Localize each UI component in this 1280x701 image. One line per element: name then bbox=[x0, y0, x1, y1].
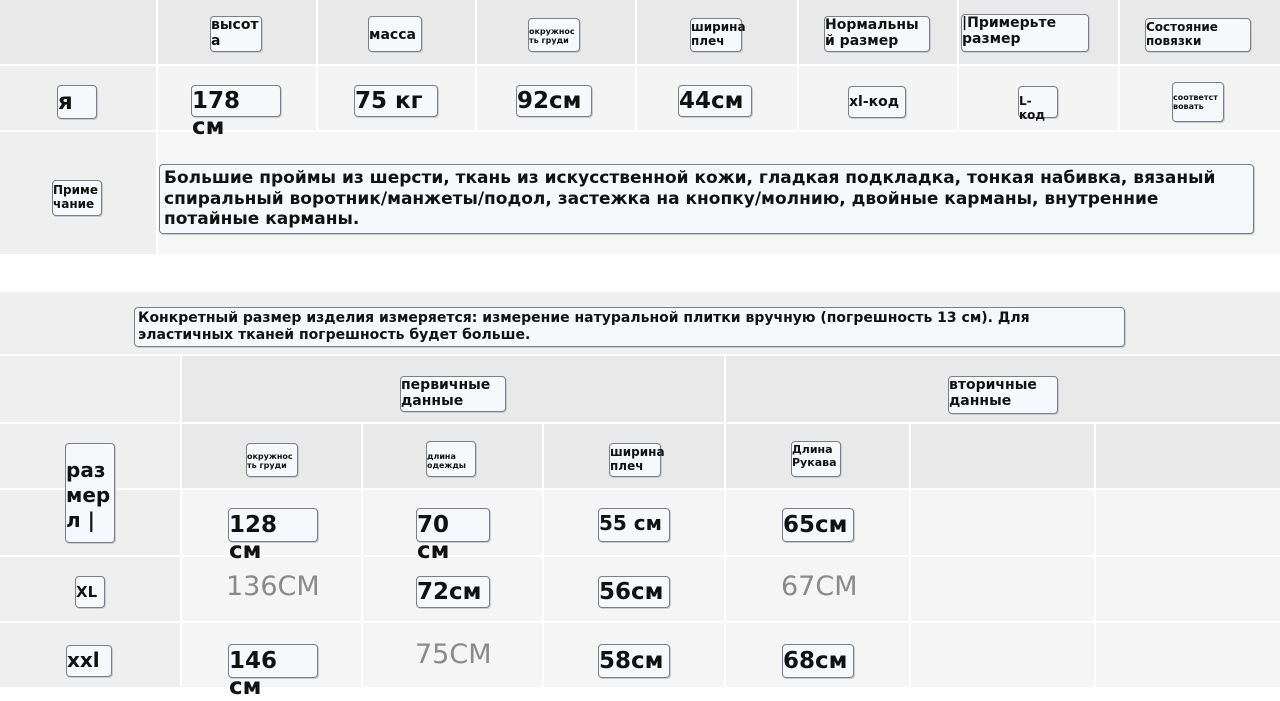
column-header-chest: окружнос ть груди bbox=[246, 443, 298, 477]
value-shoulder: 44см bbox=[678, 85, 752, 117]
value-height: 178 см bbox=[191, 85, 281, 117]
size-row-value: 67CM bbox=[781, 571, 858, 602]
row-label-me: я bbox=[57, 85, 97, 119]
size-header: раз мер л | bbox=[65, 443, 115, 543]
size-row-value: 128 см bbox=[228, 508, 318, 542]
size-row-value: 55 см bbox=[598, 508, 670, 542]
column-header-cell bbox=[911, 424, 1094, 488]
size-row-value: 65см bbox=[782, 508, 854, 542]
header-chest: окружнос ть груди bbox=[528, 18, 580, 52]
size-row-value: 75CM bbox=[415, 639, 492, 670]
header-height: высот а bbox=[210, 16, 262, 52]
size-row-value: 58см bbox=[598, 644, 670, 678]
divider bbox=[724, 490, 726, 687]
size-row-value: 146 см bbox=[228, 644, 318, 678]
group-header-primary: первичные данные bbox=[400, 376, 506, 412]
size-row-value: 70 см bbox=[416, 508, 490, 542]
measurement-note: Конкретный размер изделия измеряется: измерение натуральной плитки вручную (погрешность 13 см). Для эластичных тканей погрешность будет больше. bbox=[134, 307, 1125, 347]
size-row-bg bbox=[182, 557, 1280, 621]
size-row-value: 72см bbox=[416, 576, 490, 608]
size-row-value: 136CM bbox=[226, 571, 320, 602]
size-row-bg bbox=[182, 623, 1280, 687]
divider bbox=[361, 490, 363, 687]
value-try-size: L-код bbox=[1018, 86, 1058, 118]
value-normal-size: xl-код bbox=[848, 86, 906, 118]
top-corner-cell bbox=[0, 0, 156, 64]
value-weight: 75 кг bbox=[354, 85, 438, 117]
size-row-bg bbox=[182, 490, 1280, 555]
column-header-sleeve: Длина Рукава bbox=[791, 441, 841, 477]
size-corner-cell bbox=[0, 356, 180, 422]
size-row-value: 56см bbox=[598, 576, 670, 608]
column-header-length: длина одежды bbox=[426, 441, 476, 477]
divider bbox=[1094, 490, 1096, 687]
size-row-value: 68см bbox=[782, 644, 854, 678]
header-weight: масса bbox=[368, 16, 422, 52]
header-normal-size: Нормальны й размер bbox=[824, 16, 930, 52]
group-header-secondary: вторичные данные bbox=[948, 376, 1058, 414]
column-header-cell bbox=[1096, 424, 1280, 488]
column-header-shoulder: ширина плеч bbox=[609, 443, 661, 477]
size-row-label: xxl bbox=[66, 645, 112, 677]
header-bandage-state: Состояние повязки bbox=[1145, 18, 1251, 52]
note-label: Приме чание bbox=[52, 180, 102, 216]
divider bbox=[909, 490, 911, 687]
divider bbox=[542, 490, 544, 687]
value-chest: 92см bbox=[516, 85, 592, 117]
header-try-size: |Примерьте размер bbox=[961, 14, 1089, 52]
value-bandage-state: соответст вовать bbox=[1172, 82, 1224, 122]
size-row-label: XL bbox=[75, 576, 105, 608]
header-shoulder: ширина плеч bbox=[690, 18, 742, 52]
note-text: Большие проймы из шерсти, ткань из искусственной кожи, гладкая подкладка, тонкая набивка, вязаный спиральный воротник/манжеты/подол, застежка на кнопку/молнию, двойные карманы, внутренние потайные карманы. bbox=[159, 164, 1254, 234]
